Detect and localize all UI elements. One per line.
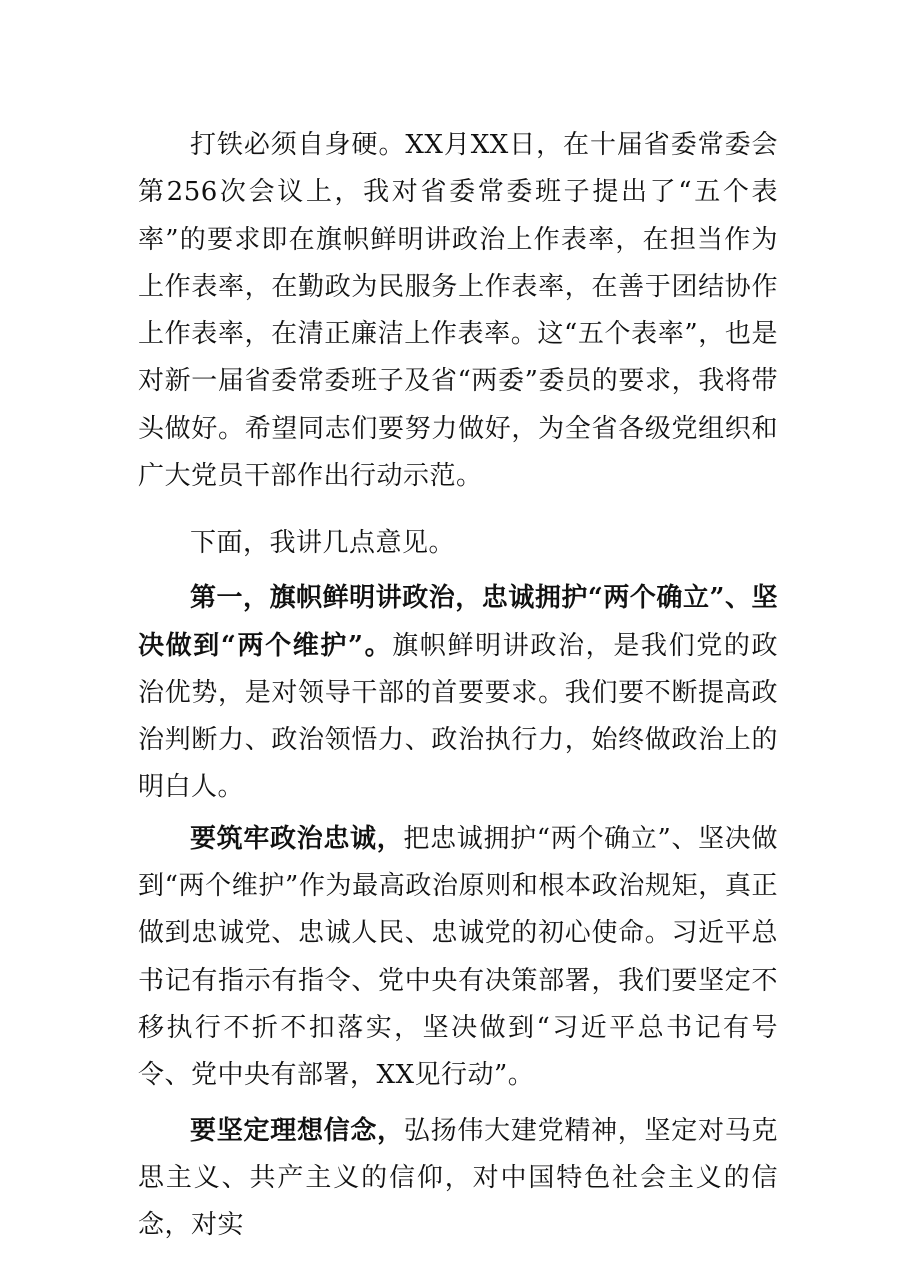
paragraph-political-loyalty — [138, 816, 778, 1100]
paragraph-lead: 要坚定理想信念， — [190, 1115, 404, 1146]
paragraph-text: 把忠诚拥护“两个确立”、坚决做到“两个维护”作为最高政治原则和根本政治规矩，真正做到忠诚党、忠诚人民、忠诚党的初心使命。习近平总书记有指示有指令、党中央有决策部署，我们要坚定不移执行不折不扣落实，坚决做到“习近平总书记有号令、党中央有部署，XX见行动”。 — [138, 823, 778, 1091]
paragraph-lead: 第一，旗帜鲜明讲政治，忠诚拥护“两个确立”、坚决做到“两个维护”。 — [138, 583, 778, 661]
document-body — [138, 122, 778, 1249]
paragraph-lead: 要筑牢政治忠诚， — [190, 823, 404, 854]
paragraph-ideals-belief — [138, 1108, 778, 1250]
paragraph-text: 旗帜鲜明讲政治，是我们党的政治优势，是对领导干部的首要要求。我们要不断提高政治判断力、政治领悟力、政治执行力，始终做政治上的明白人。 — [138, 630, 778, 803]
paragraph-intro — [138, 122, 778, 500]
paragraph-opinions — [138, 520, 778, 567]
paragraph-text: 弘扬伟大建党精神，坚定对马克思主义、共产主义的信仰，对中国特色社会主义的信念，对实 — [138, 1115, 778, 1241]
paragraph-text: 打铁必须自身硬。XX月XX日，在十届省委常委会第256次会议上，我对省委常委班子提出了“五个表率”的要求即在旗帜鲜明讲政治上作表率，在担当作为上作表率，在勤政为民服务上作表率，在善于团结协作上作表率，在清正廉洁上作表率。这“五个表率”，也是对新一届省委常委班子及省“两委”委员的要求，我将带头做好。希望同志们要努力做好，为全省各级党组织和广大党员干部作出行动示范。 — [138, 130, 778, 492]
paragraph-first-point — [138, 575, 778, 811]
paragraph-text: 下面，我讲几点意见。 — [190, 528, 456, 558]
